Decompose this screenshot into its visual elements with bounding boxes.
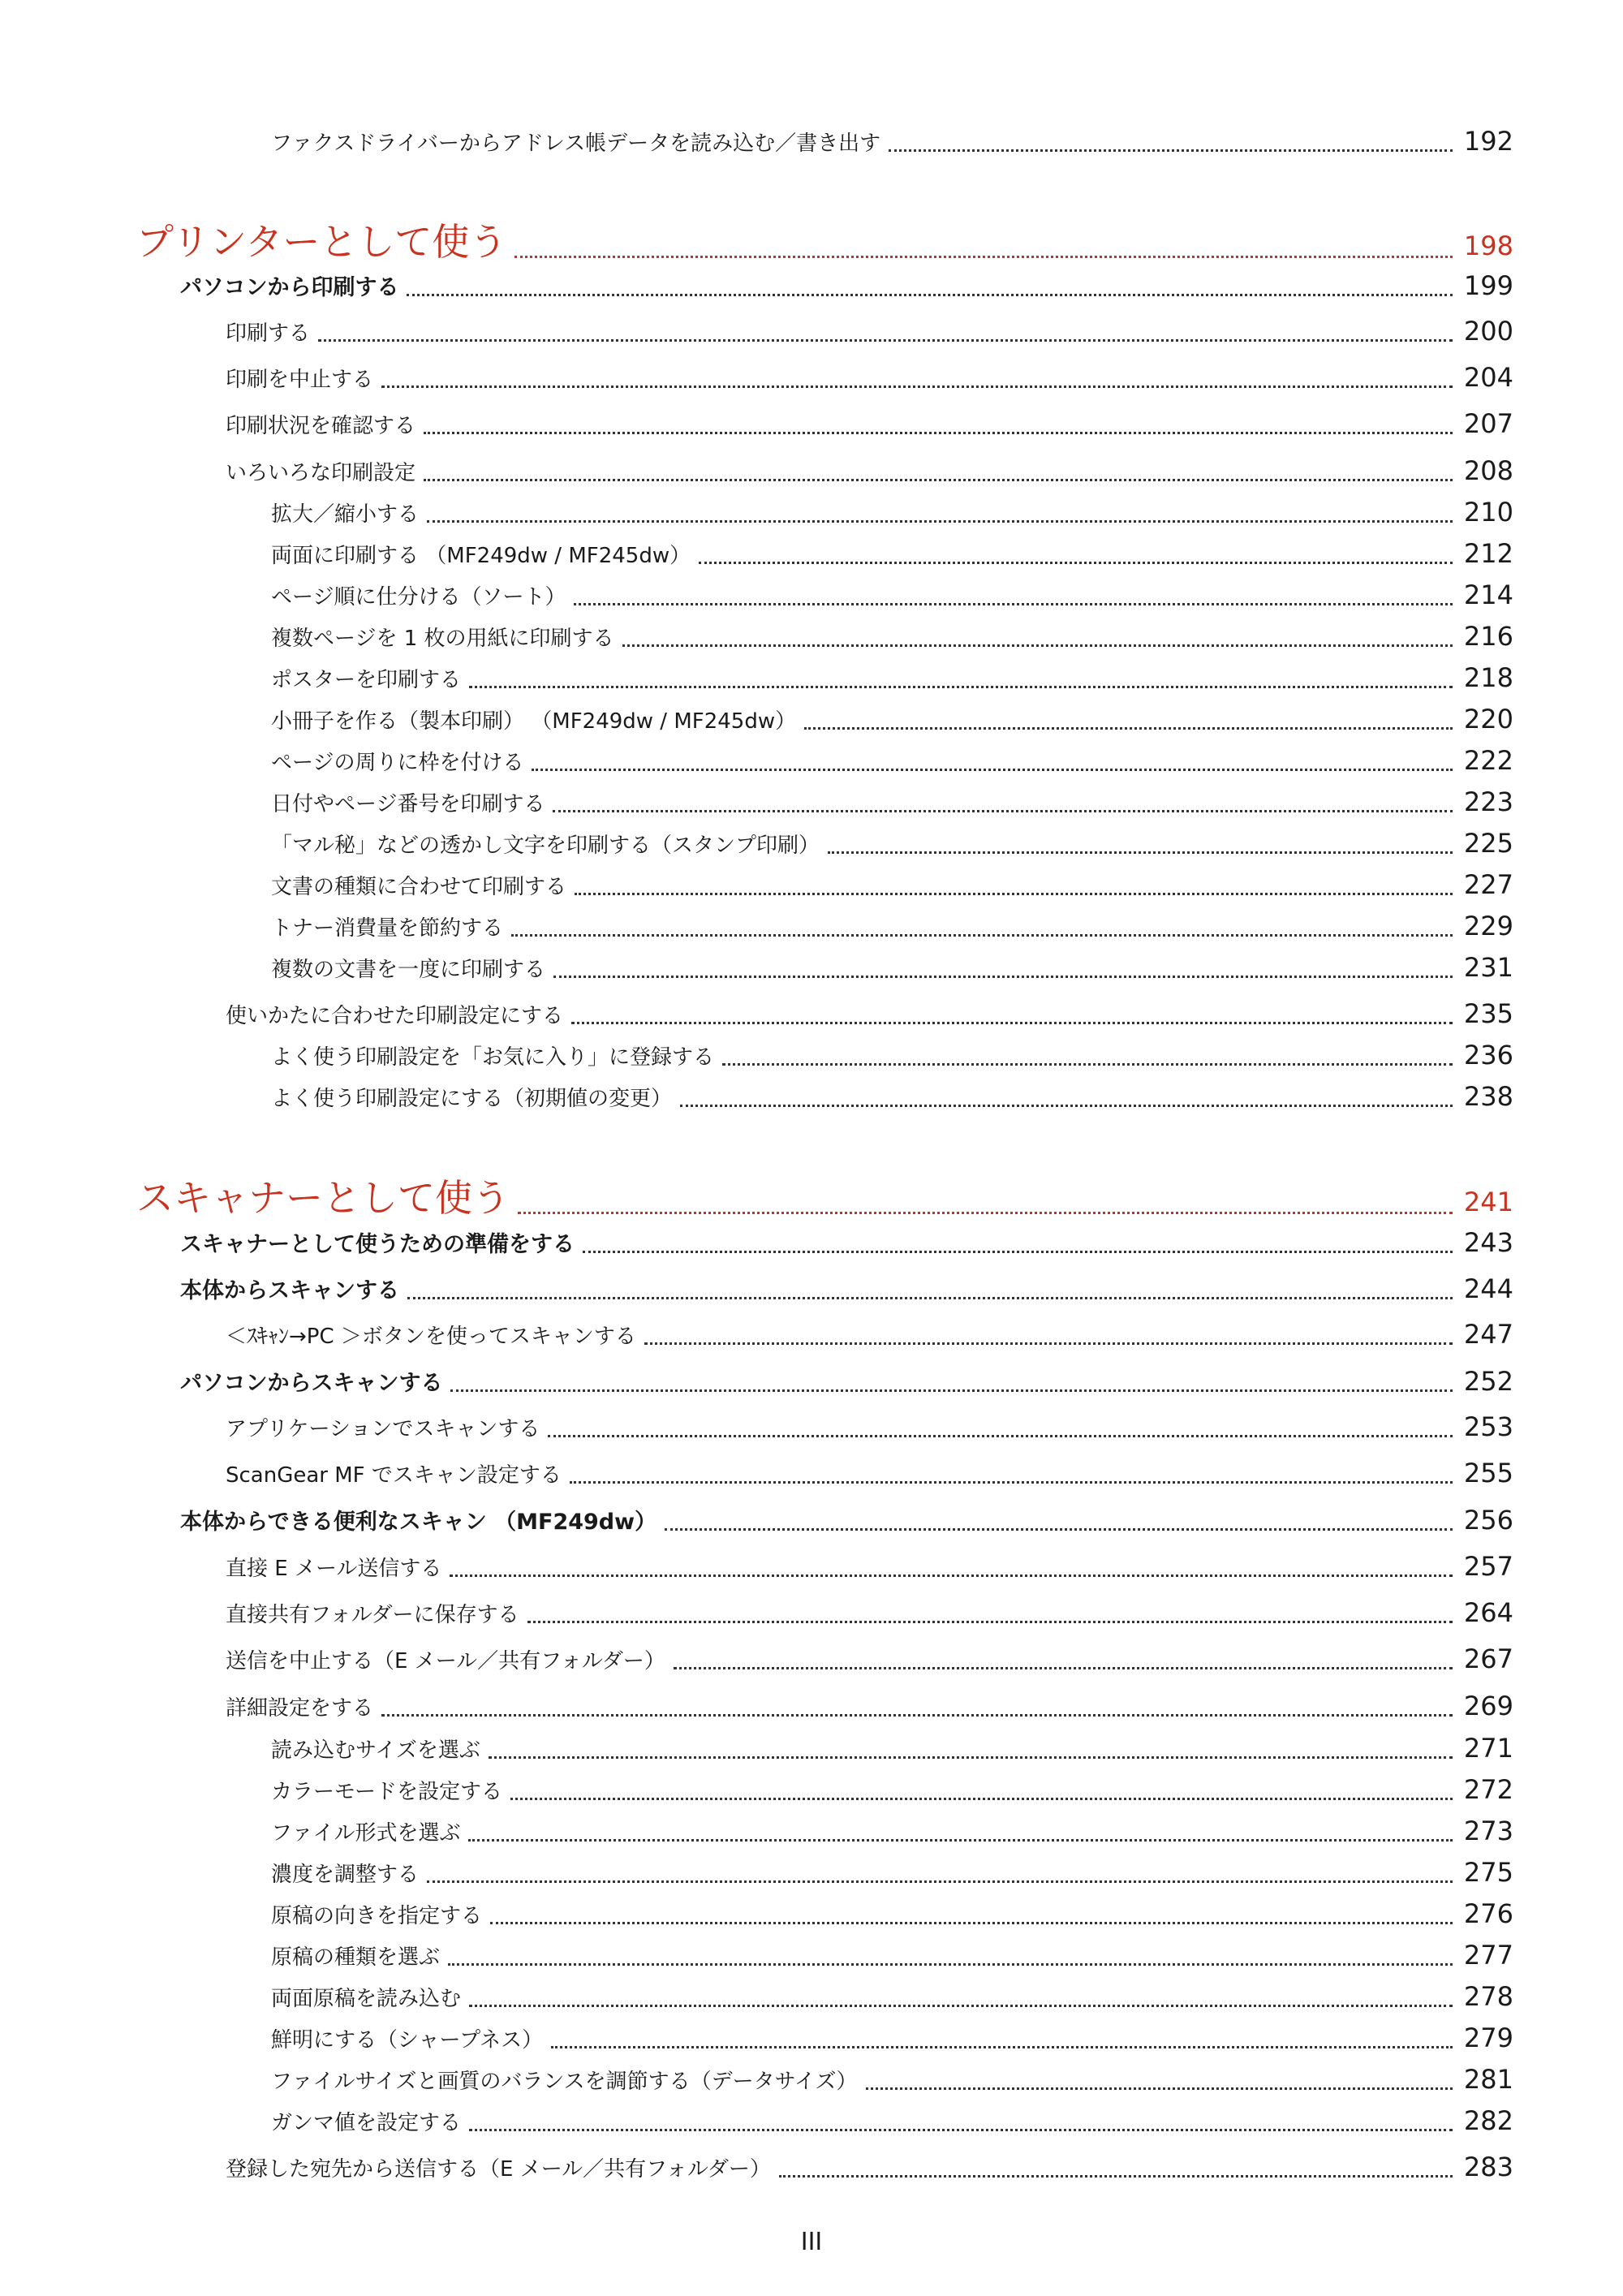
- toc-entry[interactable]: [271, 579, 1513, 610]
- dot-leader: [381, 372, 1453, 393]
- toc-entry-page-number: 269: [1463, 1691, 1513, 1721]
- toc-entry-page-number: 255: [1463, 1458, 1513, 1488]
- toc-entry[interactable]: [226, 2152, 1513, 2182]
- toc-entry-page-number: 223: [1463, 786, 1513, 817]
- toc-entry[interactable]: [180, 1226, 1513, 1258]
- toc-entry-title: 鮮明にする（シャープネス）: [271, 2028, 544, 2053]
- toc-entry-title: 複数の文書を一度に印刷する: [271, 958, 546, 982]
- toc-entry-title: 登録した宛先から送信する（E メール／共有フォルダー）: [226, 2157, 771, 2182]
- dot-leader: [469, 2115, 1453, 2136]
- dot-leader: [570, 1467, 1453, 1488]
- toc-entry-page-number: 236: [1463, 1040, 1513, 1070]
- toc-entry-page-number: 277: [1463, 1940, 1513, 1971]
- toc-entry-title: 詳細設定をする: [226, 1696, 374, 1721]
- toc-entry-title: 本体からスキャンする: [180, 1278, 399, 1303]
- toc-entry[interactable]: [271, 1040, 1513, 1070]
- toc-entry[interactable]: [180, 269, 1513, 301]
- dot-leader: [469, 672, 1453, 693]
- toc-entry[interactable]: [180, 1365, 1513, 1397]
- toc-entry-page-number: 243: [1463, 1227, 1513, 1258]
- toc-entry-page-number: 256: [1463, 1505, 1513, 1536]
- toc-entry-page-number: 220: [1463, 704, 1513, 734]
- toc-entry-page-number: 283: [1463, 2152, 1513, 2182]
- toc-entry-page-number: 272: [1463, 1774, 1513, 1805]
- toc-entry-title: ファイルサイズと画質のバランスを調節する（データサイズ）: [271, 2070, 858, 2094]
- toc-entry-title: カラーモードを設定する: [271, 1780, 502, 1804]
- toc-entry[interactable]: [226, 1458, 1513, 1488]
- toc-entry[interactable]: [271, 911, 1513, 941]
- toc-entry[interactable]: [271, 497, 1513, 528]
- dot-leader: [828, 838, 1453, 859]
- toc-entry-title: プリンターとして使う: [136, 220, 507, 264]
- dot-leader: [665, 1514, 1453, 1536]
- toc-entry-title: ポスターを印刷する: [271, 668, 462, 692]
- toc-entry-page-number: 271: [1463, 1733, 1513, 1764]
- dot-leader: [407, 279, 1452, 301]
- toc-entry[interactable]: [271, 1816, 1513, 1846]
- toc-entry[interactable]: [271, 1898, 1513, 1929]
- toc-entry-title: 「マル秘」などの透かし文字を印刷する（スタンプ印刷）: [271, 834, 820, 858]
- toc-entry-title: 拡大／縮小する: [271, 502, 420, 527]
- toc-entry-page-number: 231: [1463, 952, 1513, 983]
- dot-leader: [381, 1700, 1453, 1721]
- dot-leader: [889, 136, 1453, 157]
- dot-leader: [424, 465, 1453, 486]
- toc-entry[interactable]: [226, 316, 1513, 347]
- toc-entry[interactable]: [271, 869, 1513, 900]
- dot-leader: [571, 1008, 1453, 1029]
- toc-entry-title: 文書の種類に合わせて印刷する: [271, 875, 567, 899]
- toc-entry[interactable]: [226, 1643, 1513, 1674]
- dot-leader: [548, 1421, 1453, 1442]
- dot-leader: [448, 1949, 1453, 1971]
- toc-entry-page-number: 264: [1463, 1597, 1513, 1628]
- toc-entry[interactable]: [271, 1981, 1513, 2012]
- toc-entry-title: ファクスドライバーからアドレス帳データを読み込む／書き出す: [271, 131, 881, 156]
- toc-entry[interactable]: [226, 362, 1513, 393]
- toc-entry[interactable]: [180, 1504, 1513, 1536]
- toc-entry-page-number: 244: [1463, 1273, 1513, 1304]
- toc-entry-page-number: 204: [1463, 362, 1513, 393]
- dot-leader: [804, 713, 1453, 734]
- toc-entry[interactable]: [271, 662, 1513, 693]
- toc-entry-title: 濃度を調整する: [271, 1863, 420, 1887]
- toc-entry-page-number: 257: [1463, 1551, 1513, 1582]
- dot-leader: [511, 920, 1453, 941]
- toc-entry-page-number: 225: [1463, 828, 1513, 859]
- toc-entry-title: ページ順に仕分ける（ソート）: [271, 585, 566, 610]
- toc-entry-page-number: 200: [1463, 316, 1513, 347]
- toc-entry-page-number: 253: [1463, 1411, 1513, 1442]
- dot-leader: [644, 1329, 1453, 1350]
- toc-entry-page-number: 214: [1463, 579, 1513, 610]
- dot-leader: [574, 589, 1452, 610]
- dot-leader: [779, 2161, 1453, 2182]
- toc-entry-title: 原稿の種類を選ぶ: [271, 1945, 441, 1970]
- toc-entry-page-number: 212: [1463, 538, 1513, 569]
- toc-entry-title: パソコンからスキャンする: [180, 1371, 443, 1396]
- toc-entry-title: 原稿の向きを指定する: [271, 1904, 483, 1928]
- toc-entry[interactable]: [271, 1774, 1513, 1805]
- toc-entry[interactable]: [271, 1857, 1513, 1888]
- toc-entry-title: 両面に印刷する （MF249dw / MF245dw）: [271, 544, 691, 568]
- toc-entry-title: パソコンから印刷する: [180, 275, 399, 300]
- toc-entry-title: 複数ページを 1 枚の用紙に印刷する: [271, 627, 614, 651]
- toc-entry[interactable]: [271, 786, 1513, 817]
- dot-leader: [532, 755, 1452, 776]
- dot-leader: [553, 796, 1452, 817]
- toc-entry-page-number: 281: [1463, 2064, 1513, 2095]
- toc-entry-page-number: 235: [1463, 998, 1513, 1029]
- dot-leader: [427, 1867, 1453, 1888]
- dot-leader: [489, 1742, 1453, 1764]
- toc-entry[interactable]: [226, 1691, 1513, 1721]
- toc-entry-title: ページの周りに枠を付ける: [271, 751, 524, 775]
- toc-entry-page-number: 199: [1463, 270, 1513, 301]
- toc-entry[interactable]: [271, 1733, 1513, 1764]
- dot-leader: [575, 879, 1453, 900]
- toc-entry[interactable]: [180, 1273, 1513, 1304]
- toc-entry-title: 使いかたに合わせた印刷設定にする: [226, 1004, 564, 1028]
- dot-leader: [427, 506, 1453, 528]
- toc-entry-title: 直接 E メール送信する: [226, 1557, 442, 1581]
- toc-entry-title: 両面原稿を読み込む: [271, 1987, 462, 2011]
- dot-leader: [583, 1236, 1453, 1258]
- toc-entry[interactable]: [226, 1597, 1513, 1628]
- toc-entry-page-number: 229: [1463, 911, 1513, 941]
- toc-entry-title: スキャナーとして使うための準備をする: [180, 1232, 575, 1257]
- toc-entry-title: 本体からできる便利なスキャン （MF249dw）: [180, 1510, 657, 1535]
- toc-entry-title: 小冊子を作る（製本印刷） （MF249dw / MF245dw）: [271, 709, 797, 734]
- dot-leader: [699, 548, 1453, 569]
- dot-leader: [674, 1653, 1453, 1674]
- toc-entry-page-number: 241: [1463, 1187, 1513, 1217]
- toc-entry[interactable]: [271, 704, 1513, 734]
- toc-entry-title: 直接共有フォルダーに保存する: [226, 1603, 519, 1627]
- toc-entry-title: スキャナーとして使う: [136, 1176, 510, 1220]
- toc-entry[interactable]: [271, 828, 1513, 859]
- toc-entry-title: 印刷を中止する: [226, 368, 374, 392]
- dot-leader: [551, 2032, 1453, 2053]
- toc-entry-page-number: 192: [1463, 126, 1513, 157]
- toc-entry[interactable]: [271, 538, 1513, 569]
- toc-entry[interactable]: [226, 1551, 1513, 1582]
- toc-entry-title: 日付やページ番号を印刷する: [271, 792, 545, 816]
- dot-leader: [490, 1908, 1453, 1929]
- toc-entry-title: アプリケーションでスキャンする: [226, 1417, 540, 1441]
- toc-entry-page-number: 198: [1463, 230, 1513, 261]
- toc-entry-page-number: 267: [1463, 1643, 1513, 1674]
- toc-entry[interactable]: [271, 1940, 1513, 1971]
- toc-entry-title: ScanGear MF でスキャン設定する: [226, 1463, 562, 1488]
- toc-entry-page-number: 279: [1463, 2022, 1513, 2053]
- dot-leader: [450, 1561, 1452, 1582]
- toc-entry-title: 読み込むサイズを選ぶ: [271, 1738, 480, 1763]
- toc-entry-page-number: 252: [1463, 1366, 1513, 1397]
- toc-entry[interactable]: [271, 2064, 1513, 2095]
- toc-entry-page-number: 227: [1463, 869, 1513, 900]
- toc-entry-page-number: 275: [1463, 1857, 1513, 1888]
- toc-entry-page-number: 278: [1463, 1981, 1513, 2012]
- toc-entry-title: ファイル形式を選ぶ: [271, 1821, 461, 1846]
- toc-entry-page-number: 207: [1463, 408, 1513, 439]
- toc-entry-title: いろいろな印刷設定: [226, 461, 416, 485]
- dot-leader: [553, 962, 1453, 983]
- dot-leader: [722, 1049, 1453, 1070]
- dot-leader: [407, 1282, 1453, 1304]
- toc-entry[interactable]: [271, 1081, 1513, 1112]
- toc-entry[interactable]: [226, 998, 1513, 1029]
- toc-chapter-entry[interactable]: [136, 1169, 1513, 1222]
- dot-leader: [866, 2074, 1453, 2095]
- dot-leader: [680, 1091, 1453, 1112]
- toc-entry-page-number: 238: [1463, 1081, 1513, 1112]
- toc-entry[interactable]: [271, 126, 1513, 157]
- toc-entry-title: トナー消費量を節約する: [271, 916, 504, 941]
- dot-leader: [514, 229, 1453, 266]
- toc-entry-page-number: 247: [1463, 1319, 1513, 1350]
- toc-entry[interactable]: [226, 455, 1513, 486]
- toc-entry-page-number: 210: [1463, 497, 1513, 528]
- toc-entry-title: よく使う印刷設定を「お気に入り」に登録する: [271, 1045, 715, 1070]
- toc-entry[interactable]: [271, 745, 1513, 776]
- toc-entry[interactable]: [226, 1411, 1513, 1442]
- toc-entry-page-number: 282: [1463, 2105, 1513, 2136]
- toc-entry-title: よく使う印刷設定にする（初期値の変更）: [271, 1087, 673, 1111]
- toc-entry[interactable]: [271, 2022, 1513, 2053]
- toc-entry-title: 印刷する: [226, 321, 311, 346]
- toc-entry[interactable]: [226, 408, 1513, 439]
- toc-entry[interactable]: [271, 2105, 1513, 2136]
- dot-leader: [622, 631, 1453, 652]
- dot-leader: [518, 1185, 1453, 1222]
- toc-entry-page-number: 208: [1463, 455, 1513, 486]
- toc-entry-title: 送信を中止する（E メール／共有フォルダー）: [226, 1649, 665, 1674]
- toc-entry-page-number: 276: [1463, 1898, 1513, 1929]
- toc-entry-page-number: 273: [1463, 1816, 1513, 1846]
- toc-entry-page-number: 216: [1463, 621, 1513, 652]
- toc-chapter-entry[interactable]: [136, 213, 1513, 266]
- toc-entry[interactable]: [271, 952, 1513, 983]
- toc-entry-page-number: 218: [1463, 662, 1513, 693]
- dot-leader: [468, 1825, 1452, 1846]
- dot-leader: [469, 1991, 1453, 2012]
- toc-entry[interactable]: [226, 1319, 1513, 1350]
- page-footer-number: III: [800, 2228, 823, 2256]
- toc-entry-title: ガンマ値を設定する: [271, 2111, 462, 2135]
- dot-leader: [424, 418, 1453, 439]
- toc-entry-title: 印刷状況を確認する: [226, 414, 416, 438]
- dot-leader: [450, 1375, 1452, 1397]
- toc-entry-page-number: 222: [1463, 745, 1513, 776]
- dot-leader: [318, 325, 1453, 347]
- dot-leader: [527, 1607, 1453, 1628]
- dot-leader: [510, 1784, 1453, 1805]
- toc-entry-title: ＜ｽｷｬﾝ→PC ＞ボタンを使ってスキャンする: [226, 1325, 636, 1349]
- toc-entry[interactable]: [271, 621, 1513, 652]
